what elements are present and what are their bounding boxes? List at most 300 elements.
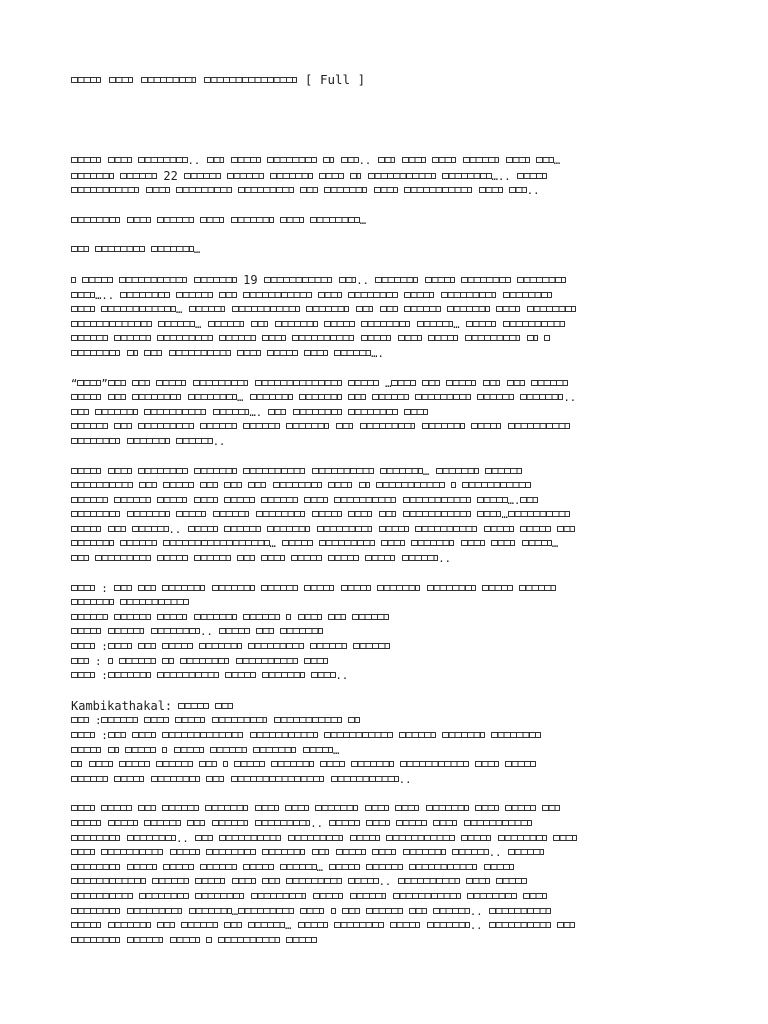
placeholder-glyph-run	[286, 614, 291, 620]
placeholder-glyph-run	[213, 409, 250, 415]
text-line: … …	[71, 537, 711, 552]
placeholder-glyph-run	[466, 878, 490, 884]
placeholder-glyph-run	[366, 820, 390, 826]
title-placeholder-text	[71, 72, 305, 87]
placeholder-glyph-run	[379, 511, 397, 517]
placeholder-glyph-run	[356, 306, 374, 312]
placeholder-glyph-run	[71, 540, 114, 546]
text-line: ..	[71, 435, 711, 450]
placeholder-glyph-run	[139, 893, 188, 899]
placeholder-glyph-run	[409, 864, 477, 870]
placeholder-glyph-run	[379, 526, 409, 532]
placeholder-glyph-run	[306, 306, 349, 312]
placeholder-glyph-run	[243, 292, 311, 298]
text-line: ..	[71, 832, 711, 847]
placeholder-glyph-run	[71, 761, 82, 767]
placeholder-glyph-run	[71, 776, 108, 782]
document-page	[71, 72, 711, 963]
placeholder-glyph-run	[273, 482, 322, 488]
placeholder-glyph-run	[350, 893, 387, 899]
placeholder-glyph-run	[156, 380, 186, 386]
placeholder-glyph-run	[212, 820, 249, 826]
placeholder-glyph-run	[208, 321, 245, 327]
placeholder-glyph-run	[536, 157, 554, 163]
text-line: ..	[71, 625, 711, 640]
placeholder-glyph-run	[341, 157, 359, 163]
placeholder-glyph-run	[441, 292, 497, 298]
placeholder-glyph-run	[170, 849, 200, 855]
placeholder-glyph-run	[404, 306, 441, 312]
placeholder-glyph-run	[187, 820, 205, 826]
placeholder-glyph-run	[381, 540, 405, 546]
placeholder-glyph-run	[285, 805, 309, 811]
placeholder-glyph-run	[101, 717, 138, 723]
placeholder-glyph-run	[465, 335, 521, 341]
placeholder-glyph-run	[274, 717, 342, 723]
placeholder-glyph-run	[303, 747, 333, 753]
placeholder-glyph-run	[390, 922, 420, 928]
placeholder-glyph-run	[336, 423, 354, 429]
placeholder-glyph-run	[71, 878, 146, 884]
placeholder-glyph-run	[71, 643, 95, 649]
placeholder-glyph-run	[120, 599, 188, 605]
placeholder-glyph-run	[169, 350, 231, 356]
placeholder-glyph-run	[299, 394, 342, 400]
placeholder-glyph-run	[119, 761, 149, 767]
placeholder-glyph-run	[71, 423, 108, 429]
placeholder-glyph-run	[71, 747, 101, 753]
placeholder-glyph-run	[304, 497, 328, 503]
text-line	[71, 758, 711, 773]
number-text: 19	[243, 272, 258, 287]
placeholder-glyph-run	[519, 585, 556, 591]
placeholder-glyph-run	[527, 306, 576, 312]
placeholder-glyph-run	[477, 394, 514, 400]
placeholder-glyph-run	[71, 497, 108, 503]
placeholder-glyph-run	[206, 937, 211, 943]
placeholder-glyph-run	[157, 217, 194, 223]
placeholder-glyph-run	[393, 893, 461, 899]
placeholder-glyph-run	[251, 321, 269, 327]
placeholder-glyph-run	[505, 805, 535, 811]
text-line	[71, 802, 711, 817]
placeholder-glyph-run	[286, 878, 342, 884]
placeholder-glyph-run	[71, 628, 101, 634]
document-body	[71, 154, 711, 948]
placeholder-glyph-run	[184, 173, 221, 179]
full-tag: [ Full ]	[304, 72, 366, 87]
text-line: ..	[71, 523, 711, 538]
placeholder-glyph-run	[248, 643, 304, 649]
placeholder-glyph-run	[442, 173, 491, 179]
placeholder-glyph-run	[71, 732, 95, 738]
placeholder-glyph-run	[404, 292, 434, 298]
text-line	[71, 934, 711, 949]
placeholder-glyph-run	[71, 511, 120, 517]
placeholder-glyph-run	[250, 732, 318, 738]
placeholder-glyph-run	[395, 805, 419, 811]
placeholder-glyph-run	[542, 805, 560, 811]
text-line: ..	[71, 846, 711, 861]
placeholder-glyph-run	[262, 672, 305, 678]
placeholder-glyph-run	[180, 658, 229, 664]
placeholder-glyph-run	[127, 835, 176, 841]
placeholder-glyph-run	[464, 820, 532, 826]
placeholder-glyph-run	[432, 157, 456, 163]
placeholder-glyph-run	[348, 511, 372, 517]
placeholder-glyph-run	[255, 380, 342, 386]
placeholder-glyph-run	[311, 672, 335, 678]
placeholder-glyph-run	[509, 187, 527, 193]
placeholder-glyph-run	[127, 438, 170, 444]
placeholder-glyph-run	[174, 747, 204, 753]
placeholder-glyph-run	[151, 776, 200, 782]
placeholder-glyph-run	[71, 157, 101, 163]
placeholder-glyph-run	[224, 497, 254, 503]
text-line: “ ” …	[71, 377, 711, 392]
placeholder-glyph-run	[282, 540, 312, 546]
placeholder-glyph-run	[163, 864, 193, 870]
placeholder-glyph-run	[479, 187, 503, 193]
placeholder-glyph-run	[427, 585, 476, 591]
placeholder-glyph-run	[71, 922, 101, 928]
placeholder-glyph-run	[108, 468, 132, 474]
placeholder-glyph-run	[426, 805, 469, 811]
placeholder-glyph-run	[496, 306, 520, 312]
placeholder-glyph-run	[178, 703, 208, 709]
placeholder-glyph-run	[194, 614, 237, 620]
placeholder-glyph-run	[507, 380, 525, 386]
text-line: ..	[71, 773, 711, 788]
placeholder-glyph-run	[451, 482, 456, 488]
placeholder-glyph-run	[71, 599, 114, 605]
placeholder-glyph-run	[223, 761, 228, 767]
placeholder-glyph-run	[141, 77, 197, 83]
placeholder-glyph-run	[411, 540, 454, 546]
placeholder-glyph-run	[71, 306, 95, 312]
placeholder-glyph-run	[212, 717, 268, 723]
placeholder-glyph-run	[176, 292, 213, 298]
placeholder-glyph-run	[71, 173, 114, 179]
placeholder-glyph-run	[194, 468, 237, 474]
placeholder-glyph-run	[402, 157, 426, 163]
placeholder-glyph-run	[77, 380, 101, 386]
placeholder-glyph-run	[328, 614, 346, 620]
placeholder-glyph-run	[232, 878, 256, 884]
placeholder-glyph-run	[138, 585, 156, 591]
placeholder-glyph-run	[157, 922, 175, 928]
placeholder-glyph-run	[157, 497, 187, 503]
placeholder-glyph-run	[300, 187, 318, 193]
text-line: …..	[71, 289, 711, 304]
placeholder-glyph-run	[227, 173, 264, 179]
placeholder-glyph-run	[485, 468, 522, 474]
placeholder-glyph-run	[312, 849, 330, 855]
placeholder-glyph-run	[489, 908, 551, 914]
placeholder-glyph-run	[71, 394, 101, 400]
placeholder-glyph-run	[175, 717, 205, 723]
placeholder-glyph-run	[144, 409, 206, 415]
placeholder-glyph-run	[109, 77, 133, 83]
placeholder-glyph-run	[71, 555, 89, 561]
placeholder-glyph-run	[331, 908, 336, 914]
placeholder-glyph-run	[505, 761, 535, 767]
placeholder-glyph-run	[329, 864, 359, 870]
placeholder-glyph-run	[264, 277, 332, 283]
placeholder-glyph-run	[523, 893, 547, 899]
placeholder-glyph-run	[188, 526, 218, 532]
placeholder-glyph-run	[292, 335, 354, 341]
text-line: ..	[71, 552, 711, 567]
placeholder-glyph-run	[138, 468, 187, 474]
placeholder-glyph-run	[508, 849, 545, 855]
placeholder-glyph-run	[378, 157, 396, 163]
placeholder-glyph-run	[398, 335, 422, 341]
placeholder-glyph-run	[471, 423, 501, 429]
placeholder-glyph-run	[108, 922, 151, 928]
placeholder-glyph-run	[114, 497, 151, 503]
placeholder-glyph-run	[498, 835, 547, 841]
placeholder-glyph-run	[238, 908, 294, 914]
text-line: ….	[71, 494, 711, 509]
paragraph	[71, 465, 711, 567]
placeholder-glyph-run	[417, 321, 454, 327]
placeholder-glyph-run	[404, 187, 472, 193]
placeholder-glyph-run	[114, 776, 144, 782]
placeholder-glyph-run	[267, 157, 316, 163]
placeholder-glyph-run	[527, 335, 538, 341]
placeholder-glyph-run	[293, 409, 342, 415]
placeholder-glyph-run	[181, 922, 218, 928]
placeholder-glyph-run	[238, 187, 294, 193]
placeholder-glyph-run	[503, 292, 552, 298]
placeholder-glyph-run	[71, 820, 101, 826]
placeholder-glyph-run	[520, 497, 538, 503]
placeholder-glyph-run	[132, 394, 181, 400]
placeholder-glyph-run	[280, 628, 323, 634]
placeholder-glyph-run	[491, 540, 515, 546]
placeholder-glyph-run	[71, 217, 120, 223]
placeholder-glyph-run	[339, 277, 357, 283]
placeholder-glyph-run	[127, 908, 183, 914]
placeholder-glyph-run	[484, 526, 514, 532]
placeholder-glyph-run	[162, 658, 173, 664]
placeholder-glyph-run	[127, 937, 164, 943]
placeholder-glyph-run	[199, 643, 242, 649]
placeholder-glyph-run	[348, 878, 378, 884]
placeholder-glyph-run	[108, 747, 119, 753]
placeholder-glyph-run	[398, 878, 460, 884]
placeholder-glyph-run	[158, 321, 195, 327]
placeholder-glyph-run	[329, 820, 359, 826]
paragraph	[71, 699, 711, 788]
placeholder-glyph-run	[422, 423, 465, 429]
text-line	[71, 890, 711, 905]
text-line: : ..	[71, 669, 711, 684]
placeholder-glyph-run	[243, 468, 305, 474]
placeholder-glyph-run	[255, 805, 279, 811]
placeholder-glyph-run	[288, 835, 344, 841]
placeholder-glyph-run	[71, 482, 133, 488]
paragraph	[71, 273, 711, 362]
placeholder-glyph-run	[250, 394, 293, 400]
placeholder-glyph-run	[380, 306, 398, 312]
placeholder-glyph-run	[403, 849, 446, 855]
placeholder-glyph-run	[391, 380, 415, 386]
placeholder-glyph-run	[334, 497, 396, 503]
placeholder-glyph-run	[256, 511, 305, 517]
placeholder-glyph-run	[508, 511, 570, 517]
text-line: … ..	[71, 905, 711, 920]
placeholder-glyph-run	[323, 157, 334, 163]
placeholder-glyph-run	[127, 511, 170, 517]
placeholder-glyph-run	[132, 380, 150, 386]
placeholder-glyph-run	[359, 482, 370, 488]
placeholder-glyph-run	[243, 864, 273, 870]
placeholder-glyph-run	[108, 380, 126, 386]
placeholder-glyph-run	[162, 643, 192, 649]
placeholder-glyph-run	[200, 423, 237, 429]
placeholder-glyph-run	[463, 157, 500, 163]
placeholder-glyph-run	[291, 555, 321, 561]
placeholder-glyph-run	[120, 540, 157, 546]
placeholder-glyph-run	[162, 585, 205, 591]
placeholder-glyph-run	[71, 672, 95, 678]
placeholder-glyph-run	[195, 878, 225, 884]
placeholder-glyph-run	[433, 908, 470, 914]
placeholder-glyph-run	[243, 423, 280, 429]
placeholder-glyph-run	[194, 555, 231, 561]
placeholder-glyph-run	[348, 380, 378, 386]
placeholder-glyph-run	[71, 614, 108, 620]
placeholder-glyph-run	[213, 511, 250, 517]
placeholder-glyph-run	[108, 672, 151, 678]
placeholder-glyph-run	[132, 732, 156, 738]
placeholder-glyph-run	[200, 482, 218, 488]
paragraph	[71, 243, 711, 258]
placeholder-glyph-run	[120, 173, 157, 179]
placeholder-glyph-run	[375, 277, 418, 283]
placeholder-glyph-run	[461, 835, 491, 841]
text-line: ….	[71, 347, 711, 362]
placeholder-glyph-run	[146, 187, 170, 193]
text-line	[71, 596, 711, 611]
placeholder-glyph-run	[243, 614, 280, 620]
text-line: ..	[71, 875, 711, 890]
text-line	[71, 332, 711, 347]
placeholder-glyph-run	[304, 658, 328, 664]
placeholder-glyph-run	[71, 908, 120, 914]
placeholder-glyph-run	[353, 643, 390, 649]
placeholder-glyph-run	[95, 246, 144, 252]
placeholder-glyph-run	[71, 585, 95, 591]
placeholder-glyph-run	[477, 511, 501, 517]
placeholder-glyph-run	[341, 585, 371, 591]
placeholder-glyph-run	[372, 849, 396, 855]
text-line	[71, 699, 711, 715]
placeholder-glyph-run	[71, 292, 95, 298]
placeholder-glyph-run	[176, 187, 232, 193]
placeholder-glyph-run	[520, 526, 550, 532]
placeholder-glyph-run	[71, 350, 120, 356]
placeholder-glyph-run	[286, 423, 329, 429]
placeholder-glyph-run	[300, 908, 324, 914]
placeholder-glyph-run	[71, 864, 120, 870]
placeholder-glyph-run	[312, 468, 374, 474]
placeholder-glyph-run	[350, 835, 380, 841]
placeholder-glyph-run	[157, 672, 219, 678]
placeholder-glyph-run	[195, 835, 213, 841]
placeholder-glyph-run	[219, 628, 249, 634]
placeholder-glyph-run	[415, 394, 471, 400]
placeholder-glyph-run	[162, 747, 167, 753]
placeholder-glyph-run	[108, 628, 145, 634]
placeholder-glyph-run	[144, 717, 168, 723]
placeholder-glyph-run	[427, 922, 470, 928]
placeholder-glyph-run	[520, 394, 563, 400]
placeholder-glyph-run	[151, 246, 194, 252]
placeholder-glyph-run	[442, 732, 485, 738]
placeholder-glyph-run	[108, 157, 132, 163]
kambikathakal-label: Kambikathakal:	[71, 698, 173, 713]
placeholder-glyph-run	[376, 482, 444, 488]
placeholder-glyph-run	[517, 173, 547, 179]
placeholder-glyph-run	[361, 335, 391, 341]
placeholder-glyph-run	[152, 878, 189, 884]
placeholder-glyph-run	[204, 77, 298, 83]
placeholder-glyph-run	[489, 922, 551, 928]
paragraph	[71, 154, 711, 199]
placeholder-glyph-run	[466, 321, 496, 327]
placeholder-glyph-run	[348, 409, 397, 415]
placeholder-glyph-run	[313, 893, 343, 899]
placeholder-glyph-run	[557, 526, 575, 532]
placeholder-glyph-run	[334, 350, 371, 356]
placeholder-glyph-run	[138, 805, 156, 811]
placeholder-glyph-run	[368, 173, 436, 179]
placeholder-glyph-run	[452, 849, 489, 855]
number-text: 22	[163, 168, 178, 183]
placeholder-glyph-run	[261, 497, 298, 503]
placeholder-glyph-run	[348, 394, 366, 400]
text-line: :	[71, 714, 711, 729]
placeholder-glyph-run	[127, 864, 157, 870]
placeholder-glyph-run	[404, 409, 428, 415]
placeholder-glyph-run	[248, 482, 266, 488]
text-line: ..	[71, 817, 711, 832]
placeholder-glyph-run	[71, 893, 133, 899]
placeholder-glyph-run	[224, 482, 242, 488]
placeholder-glyph-run	[108, 658, 113, 664]
placeholder-glyph-run	[491, 732, 540, 738]
placeholder-glyph-run	[194, 277, 237, 283]
placeholder-glyph-run	[461, 540, 485, 546]
placeholder-glyph-run	[352, 614, 389, 620]
placeholder-glyph-run	[522, 540, 552, 546]
placeholder-glyph-run	[200, 864, 237, 870]
placeholder-glyph-run	[462, 482, 530, 488]
text-line: :	[71, 582, 711, 597]
text-line: … ..	[71, 919, 711, 934]
placeholder-glyph-run	[298, 922, 328, 928]
placeholder-glyph-run	[139, 482, 157, 488]
placeholder-glyph-run	[475, 761, 499, 767]
placeholder-glyph-run	[119, 658, 156, 664]
placeholder-glyph-run	[318, 292, 342, 298]
placeholder-glyph-run	[374, 187, 398, 193]
placeholder-glyph-run	[253, 747, 296, 753]
placeholder-glyph-run	[89, 761, 113, 767]
